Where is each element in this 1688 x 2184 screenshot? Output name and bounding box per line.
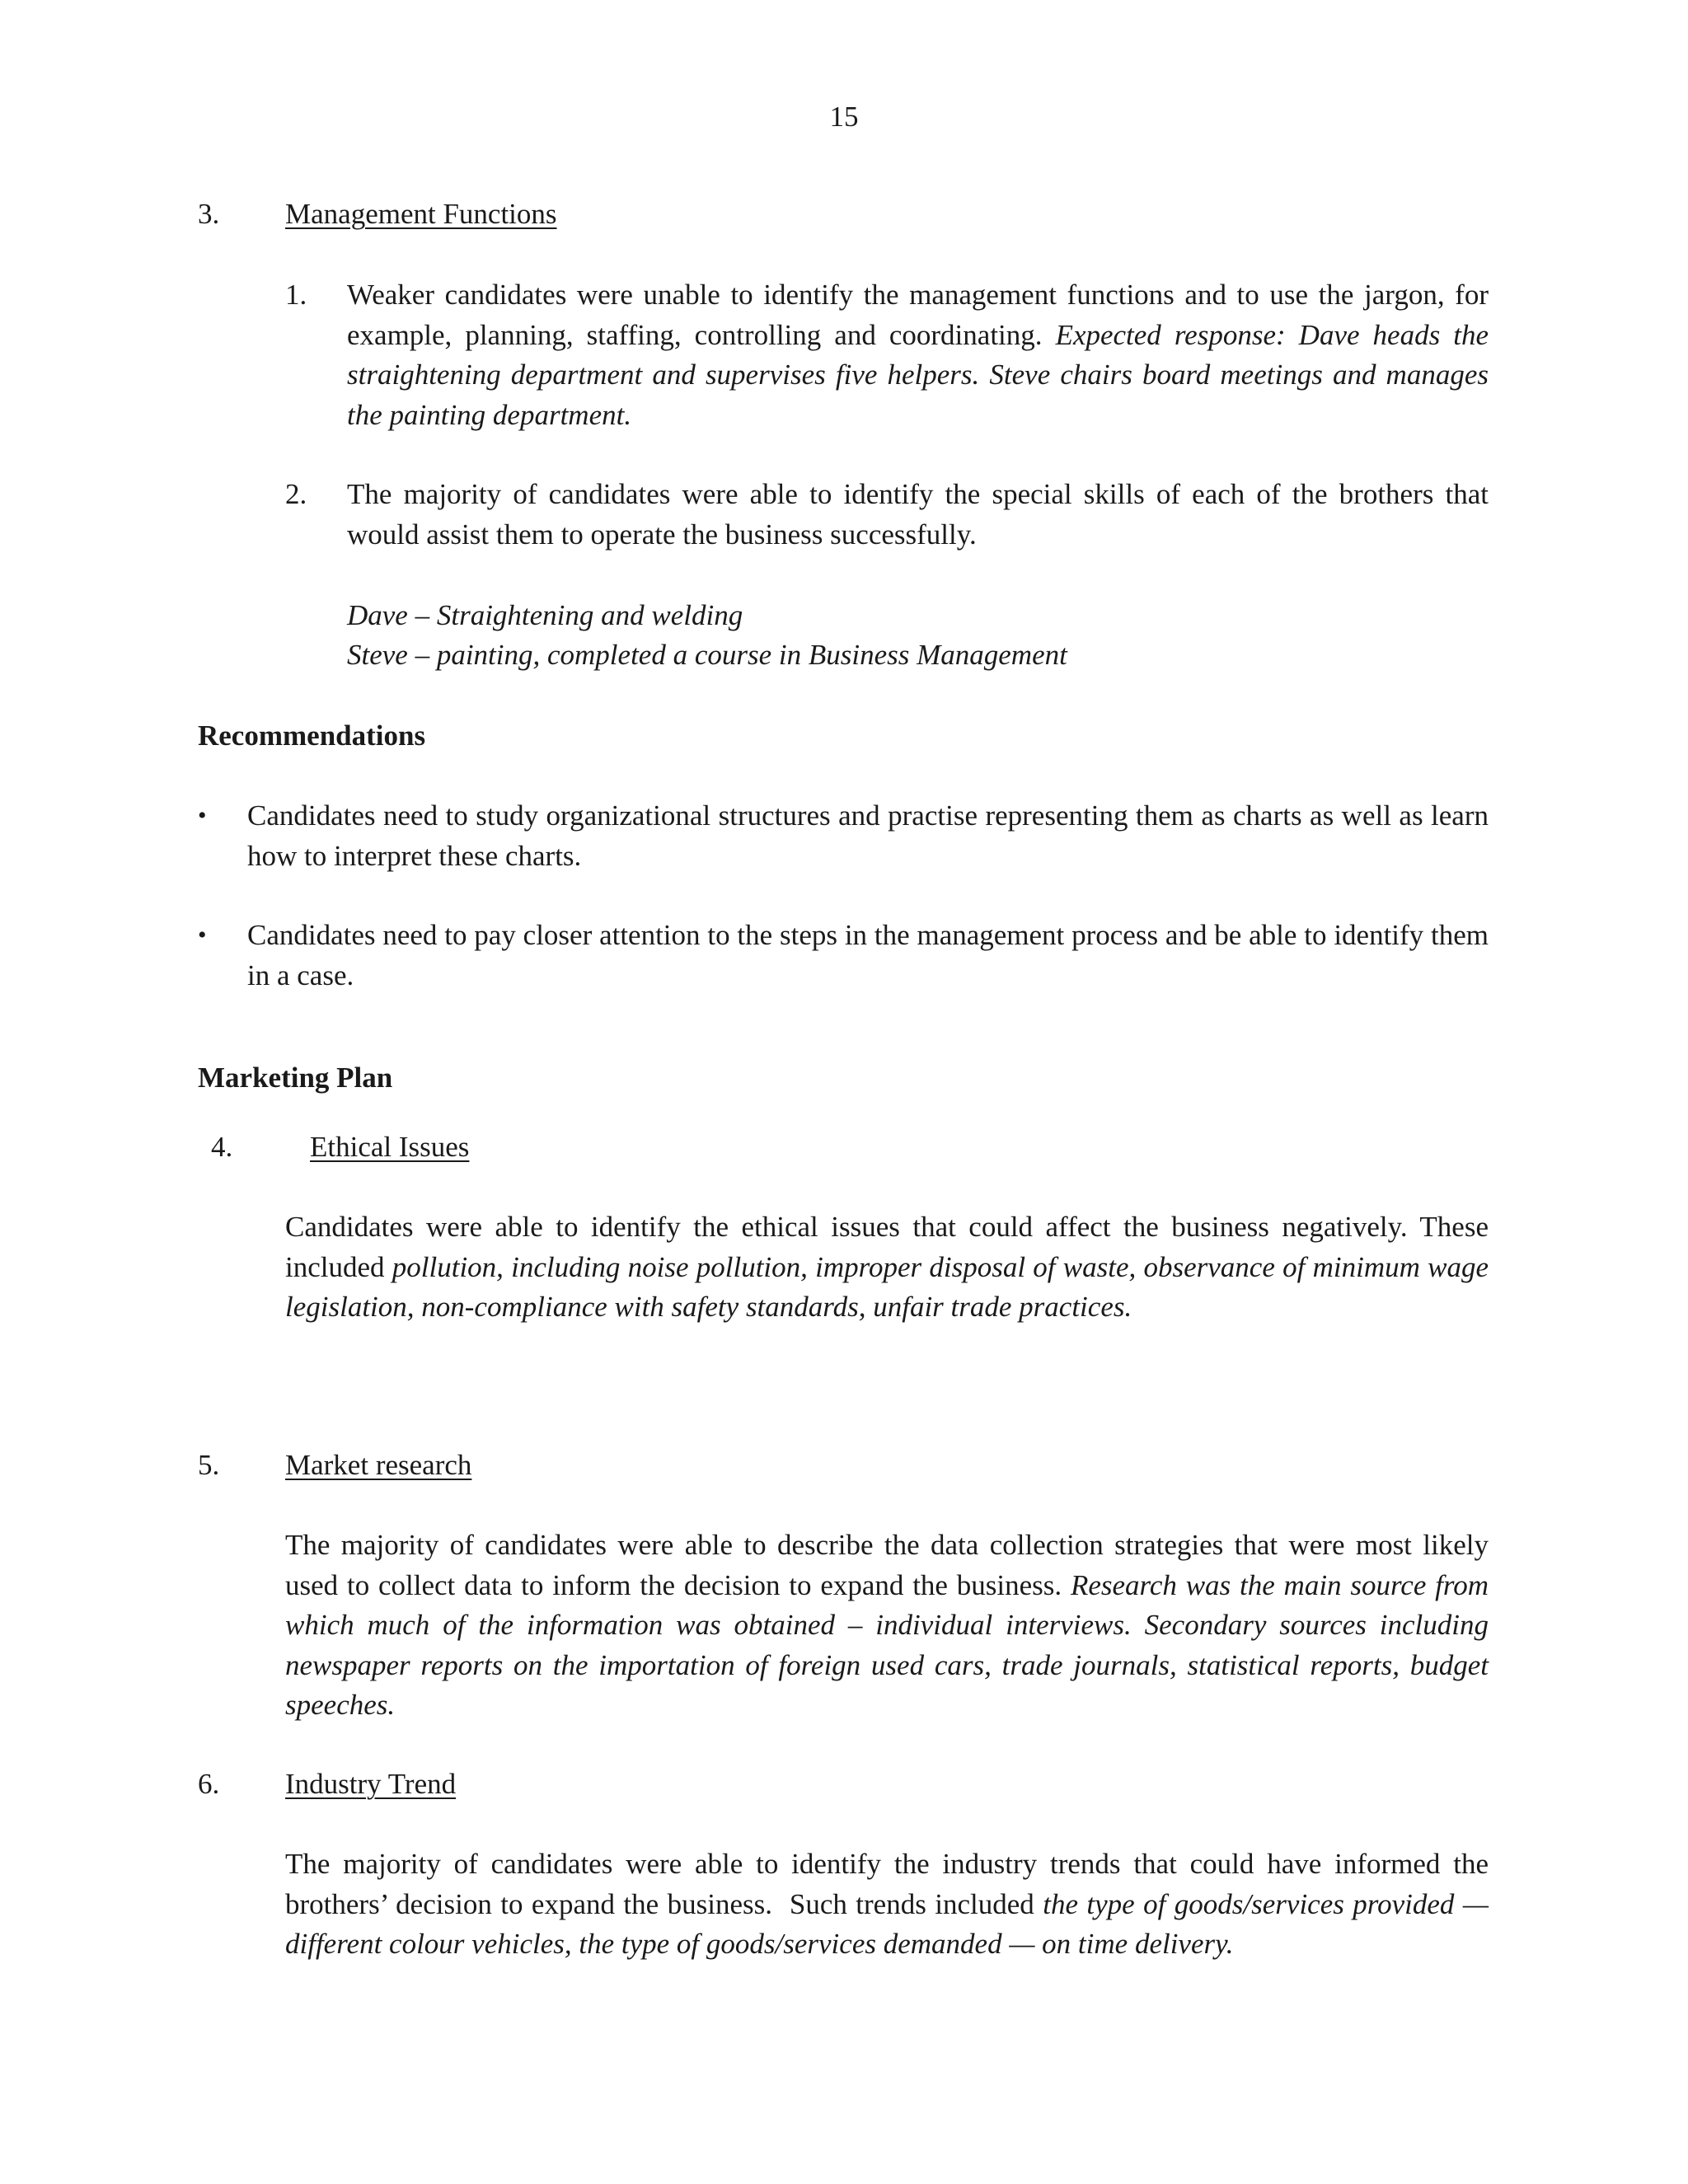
item-2-text: The majority of candidates were able to identify the special skills of each of the brothers that would assist them to operate the business successfully. (347, 478, 1489, 551)
recommendations-heading: Recommendations (198, 719, 426, 752)
section-6-examples: the type of goods/services provided — different colour vehicles, the type of goods/services demanded — on time delivery. (285, 1887, 1496, 1960)
section-6-text: The majority of candidates were able to identify the industry trends that could have informed the brothers’ decision to expand the business. Such trends included (285, 1848, 1496, 1920)
item-1-expected-response: Expected response: Dave heads the straightening department and supervises five helpers. Steve chairs board meetings and manages the painting department. (347, 318, 1489, 431)
section-3-heading: Management Functions (285, 198, 557, 230)
section-5-examples: Research was the main source from which much of the information was obtained – individual interviews. Secondary sources including newspaper reports on the importation of foreign used cars, trade journals, statistical reports, budget speeches. (285, 1568, 1489, 1721)
recommendation-item-1: Candidates need to study organizational structures and practise representing them as charts as well as learn how to interpret these charts. (247, 799, 1489, 872)
section-3-number: 3. (198, 198, 220, 230)
item-1-text: Weaker candidates were unable to identify the management functions and to use the jargon, for example, planning, staffing, controlling and coordinating. (347, 279, 1489, 351)
section-4-number: 4. (211, 1131, 233, 1163)
section-6-heading: Industry Trend (285, 1768, 457, 1800)
item-1-paragraph (347, 275, 1489, 435)
section-6-number: 6. (198, 1768, 220, 1800)
section-4-examples: pollution, including noise pollution, improper disposal of waste, observance of minimum wage legislation, non-compliance with safety standards, unfair trade practices. (285, 1250, 1489, 1323)
item-2-number: 2. (285, 478, 307, 510)
section-5-paragraph (285, 1526, 1489, 1726)
steve-skills: Steve – painting, completed a course in Business Management (347, 639, 1067, 671)
recommendation-item-2: Candidates need to pay closer attention to the steps in the management process and be able to identify them in a case. (247, 919, 1489, 991)
section-5-number: 5. (198, 1449, 220, 1481)
section-5-text: The majority of candidates were able to describe the data collection strategies that were most likely used to collect data to inform the decision to expand the business. (285, 1529, 1489, 1601)
marketing-plan-heading: Marketing Plan (198, 1062, 393, 1094)
section-4-heading: Ethical Issues (310, 1131, 470, 1163)
dave-skills: Dave – Straightening and welding (347, 599, 743, 631)
bullet-icon: • (198, 921, 207, 949)
item-1-number: 1. (285, 279, 307, 311)
page-number: 15 (829, 101, 859, 133)
section-4-paragraph (285, 1207, 1489, 1328)
section-4-text: Candidates were able to identify the ethical issues that could affect the business negatively. These included (285, 1211, 1489, 1283)
section-5-heading: Market research (285, 1449, 472, 1481)
bullet-icon: • (198, 802, 207, 829)
section-6-paragraph (285, 1844, 1496, 1965)
